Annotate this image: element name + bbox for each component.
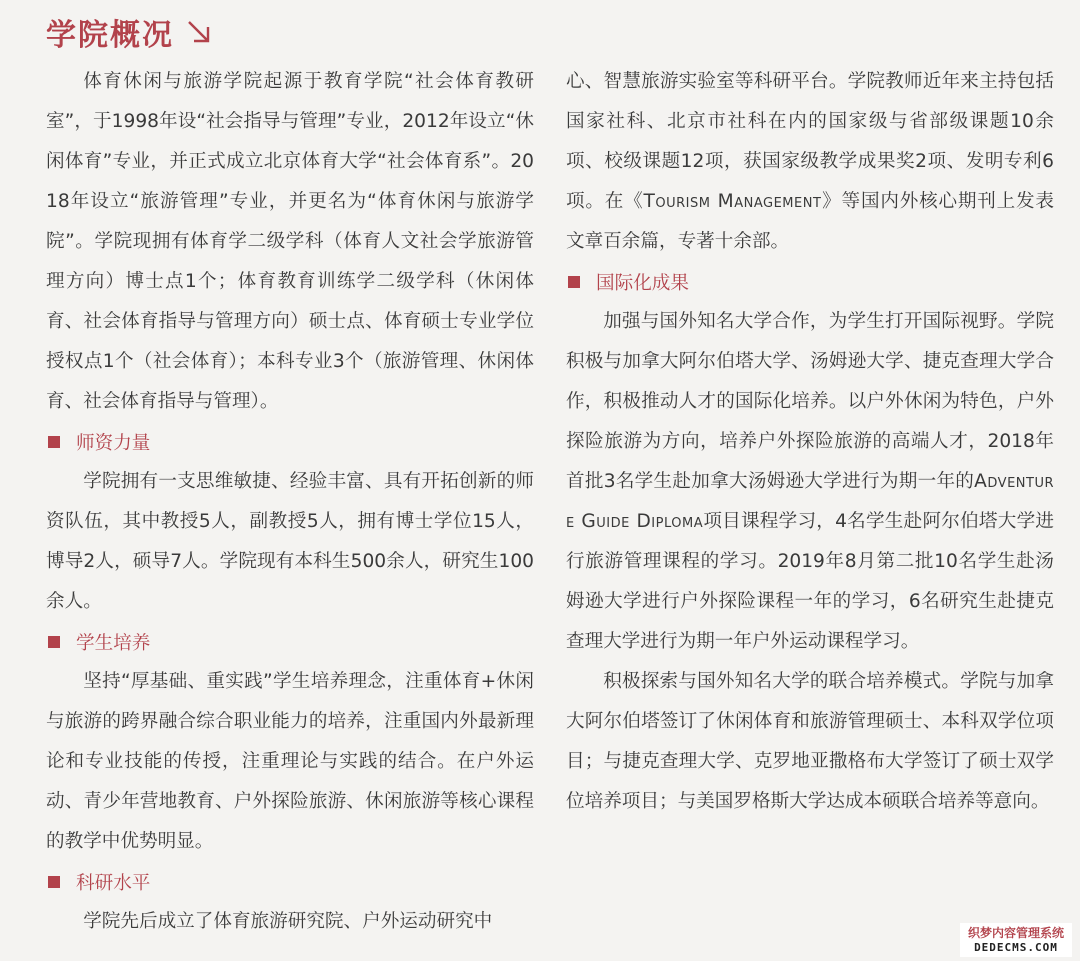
section-heading-faculty xyxy=(46,422,534,462)
research-text-b: 》等国内外核心期刊上发表文章百余篇，专著十余部。 xyxy=(566,191,1054,252)
watermark-cn: 织梦内容管理系统 xyxy=(967,926,1064,940)
intl-text-b: 项目课程学习，4名学生赴阿尔伯塔大学进行旅游管理课程的学习。2019年8月第二批10名学生赴汤姆逊大学进行户外探险课程一年的学习，6名研究生赴捷克查理大学进行为期一年户外运动课程学习。 xyxy=(566,511,1054,652)
intro-paragraph: 体育休闲与旅游学院起源于教育学院“社会体育教研室”，于1998年设“社会指导与管理”专业，2012年设立“休闲体育”专业，并正式成立北京体育大学“社会体育系”。2018年设立“旅游管理”专业，并更名为“体育休闲与旅游学院”。学院现拥有体育学二级学科（体育人文社会学旅游管理方向）博士点1个；体育教育训练学二级学科（休闲体育、社会体育指导与管理方向）硕士点、体育硕士专业学位授权点1个（社会体育）；本科专业3个（旅游管理、休闲体育、社会体育指导与管理）。 xyxy=(46,71,534,412)
faculty-paragraph: 学院拥有一支思维敏捷、经验丰富、具有开拓创新的师资队伍，其中教授5人，副教授5人，拥有博士学位15人，博导2人，硕导7人。学院现有本科生500余人，研究生100余人。 xyxy=(46,471,534,612)
arrow-down-right-icon xyxy=(186,19,212,45)
journal-name: Tourism Management xyxy=(643,191,822,212)
international-paragraph-2: 积极探索与国外知名大学的联合培养模式。学院与加拿大阿尔伯塔签订了休闲体育和旅游管理硕士、本科双学位项目；与捷克查理大学、克罗地亚撒格布大学签订了硕士双学位培养项目；与美国罗格斯大学达成本硕联合培养等意向。 xyxy=(566,671,1054,812)
left-column xyxy=(46,62,534,942)
watermark-en: DEDECMS.COM xyxy=(974,941,1058,954)
research-paragraph-continued xyxy=(566,62,1054,262)
international-paragraph-1 xyxy=(566,302,1054,662)
intl-text-a: 加强与国外知名大学合作，为学生打开国际视野。学院积极与加拿大阿尔伯塔大学、汤姆逊大学、捷克查理大学合作，积极推动人才的国际化培养。以户外休闲为特色，户外探险旅游为方向，培养户外探险旅游的高端人才，2018年首批3名学生赴加拿大汤姆逊大学进行为期一年的 xyxy=(566,311,1054,492)
right-column xyxy=(566,62,1054,822)
square-bullet-icon xyxy=(568,276,580,288)
section-heading-text: 师资力量 xyxy=(76,433,151,454)
section-heading-research xyxy=(46,862,534,902)
students-paragraph: 坚持“厚基础、重实践”学生培养理念，注重体育+休闲与旅游的跨界融合综合职业能力的培养，注重国内外最新理论和专业技能的传授，注重理论与实践的结合。在户外运动、青少年营地教育、户外探险旅游、休闲旅游等核心课程的教学中优势明显。 xyxy=(46,671,534,852)
section-heading-students xyxy=(46,622,534,662)
square-bullet-icon xyxy=(48,636,60,648)
section-heading-text: 科研水平 xyxy=(76,873,151,894)
page-title-text: 学院概况 xyxy=(46,18,174,53)
section-heading-text: 国际化成果 xyxy=(596,273,689,294)
watermark xyxy=(960,923,1072,957)
program-name: Adventure Guide Diploma xyxy=(566,471,1054,532)
section-heading-text: 学生培养 xyxy=(76,633,151,654)
research-paragraph-start: 学院先后成立了体育旅游研究院、户外运动研究中 xyxy=(83,911,493,932)
square-bullet-icon xyxy=(48,436,60,448)
research-text-a: 心、智慧旅游实验室等科研平台。学院教师近年来主持包括国家社科、北京市社科在内的国家级与省部级课题10余项、校级课题12项，获国家级教学成果奖2项、发明专利6项。在《 xyxy=(566,71,1054,212)
section-heading-international xyxy=(566,262,1054,302)
page-title xyxy=(46,10,212,54)
square-bullet-icon xyxy=(48,876,60,888)
